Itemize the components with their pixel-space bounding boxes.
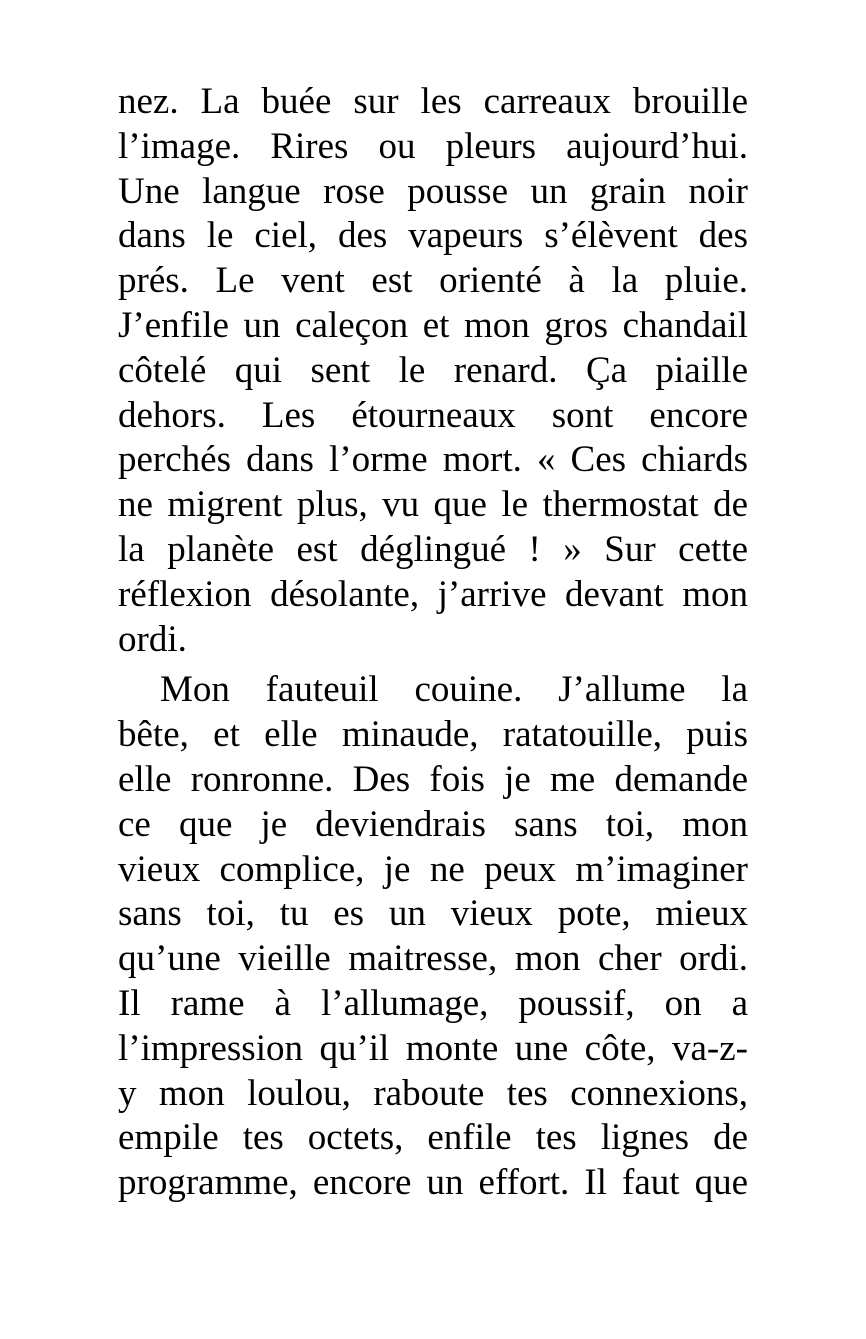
- text-line: vieux complice, je ne peux m’imaginer: [118, 848, 748, 890]
- paragraph-1: [118, 80, 748, 662]
- text-line: prés. Le vent est orienté à la pluie.: [118, 260, 748, 302]
- text-line: perchés dans l’orme mort. « Ces chiards: [118, 439, 748, 481]
- page-text: [118, 80, 748, 1206]
- paragraph-2: [118, 668, 748, 1206]
- text-line: bête, et elle minaude, ratatouille, puis: [118, 714, 748, 756]
- text-line: sans toi, tu es un vieux pote, mieux: [118, 893, 748, 935]
- text-line: Il rame à l’allumage, poussif, on a: [118, 982, 748, 1024]
- text-line: ordi.: [118, 618, 187, 660]
- text-line: y mon loulou, raboute tes connexions,: [118, 1072, 748, 1114]
- text-line: qu’une vieille maitresse, mon cher ordi.: [118, 938, 748, 980]
- text-line: côtelé qui sent le renard. Ça piaille: [118, 349, 748, 391]
- text-line: dehors. Les étourneaux sont encore: [118, 394, 748, 436]
- text-line: nez. La buée sur les carreaux brouille: [118, 81, 748, 122]
- text-line: programme, encore un effort. Il faut que: [118, 1162, 748, 1204]
- text-line: dans le ciel, des vapeurs s’élèvent des: [118, 215, 748, 257]
- text-line: J’enfile un caleçon et mon gros chandail: [118, 304, 748, 346]
- text-line: la planète est déglingué ! » Sur cette: [118, 528, 748, 570]
- text-line: l’impression qu’il monte une côte, va-z-: [118, 1027, 748, 1069]
- text-line: réflexion désolante, j’arrive devant mon: [118, 573, 748, 615]
- text-line: ce que je deviendrais sans toi, mon: [118, 803, 748, 845]
- text-line: Une langue rose pousse un grain noir: [118, 170, 748, 212]
- text-line: empile tes octets, enfile tes lignes de: [118, 1117, 748, 1159]
- text-line: l’image. Rires ou pleurs aujourd’hui.: [118, 125, 748, 167]
- text-line: ne migrent plus, vu que le thermostat de: [118, 484, 748, 526]
- text-line: Mon fauteuil couine. J’allume la: [160, 669, 748, 711]
- text-line: elle ronronne. Des fois je me demande: [118, 758, 748, 800]
